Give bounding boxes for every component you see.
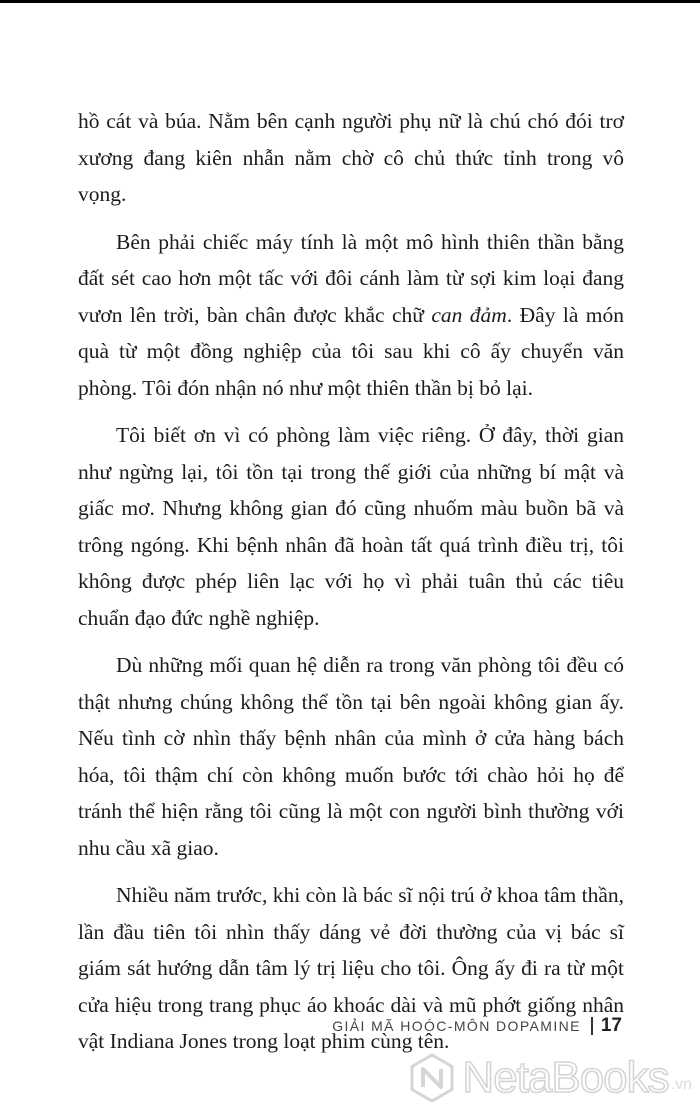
page-number: 17 (600, 1015, 622, 1036)
watermark-suffix: .vn (670, 1076, 692, 1093)
paragraph-2-text-before: Bên phải chiếc máy tính là một mô hình thiên thần bằng đất sét cao hơn một tấc với đôi cánh làm từ sợi kim loại đang vươn lên trời, bàn chân được khắc chữ (78, 229, 624, 327)
footer-book-title: GIẢI MÃ HOÓC-MÔN DOPAMINE (332, 1018, 581, 1034)
netabooks-logo-icon (406, 1052, 458, 1104)
paragraph-5: Nhiều năm trước, khi còn là bác sĩ nội trú ở khoa tâm thần, lần đầu tiên tôi nhìn thấy dáng vẻ đời thường của vị bác sĩ giám sát hướng dẫn tâm lý trị liệu cho tôi. Ông ấy đi ra từ một cửa hiệu trong trang phục áo khoác dài và mũ phớt giống nhân vật Indiana Jones trong loạt phim cùng tên. (78, 883, 624, 1053)
footer-separator (591, 1017, 593, 1035)
watermark (406, 1052, 692, 1104)
top-border (0, 0, 700, 3)
paragraph-2-emphasis: can đảm (431, 302, 507, 327)
paragraph-3: Tôi biết ơn vì có phòng làm việc riêng. Ở đây, thời gian như ngừng lại, tôi tồn tại trong thế giới của những bí mật và giấc mơ. Nhưng không gian đó cũng nhuốm màu buồn bã và trông ngóng. Khi bệnh nhân đã hoàn tất quá trình điều trị, tôi không được phép liên lạc với họ vì phải tuân thủ các tiêu chuẩn đạo đức nghề nghiệp. (78, 423, 624, 630)
running-footer (332, 1015, 622, 1037)
paragraph-2 (78, 224, 624, 407)
paragraph-4: Dù những mối quan hệ diễn ra trong văn phòng tôi đều có thật nhưng chúng không thể tồn tại bên ngoài không gian ấy. Nếu tình cờ nhìn thấy bệnh nhân của mình ở cửa hàng bách hóa, tôi thậm chí còn không muốn bước tới chào hỏi họ để tránh thể hiện rằng tôi cũng là một con người bình thường với nhu cầu xã giao. (78, 653, 624, 860)
watermark-brand: NetaBooks (462, 1053, 669, 1102)
page-body (78, 103, 624, 1071)
paragraph-2-text-after: . Đây là món quà từ một đồng nghiệp của tôi sau khi cô ấy chuyển văn phòng. Tôi đón nhận nó như một thiên thần bị bỏ lại. (78, 302, 624, 400)
paragraph-1: hồ cát và búa. Nằm bên cạnh người phụ nữ là chú chó đói trơ xương đang kiên nhẫn nằm chờ cô chủ thức tỉnh trong vô vọng. (78, 109, 624, 206)
